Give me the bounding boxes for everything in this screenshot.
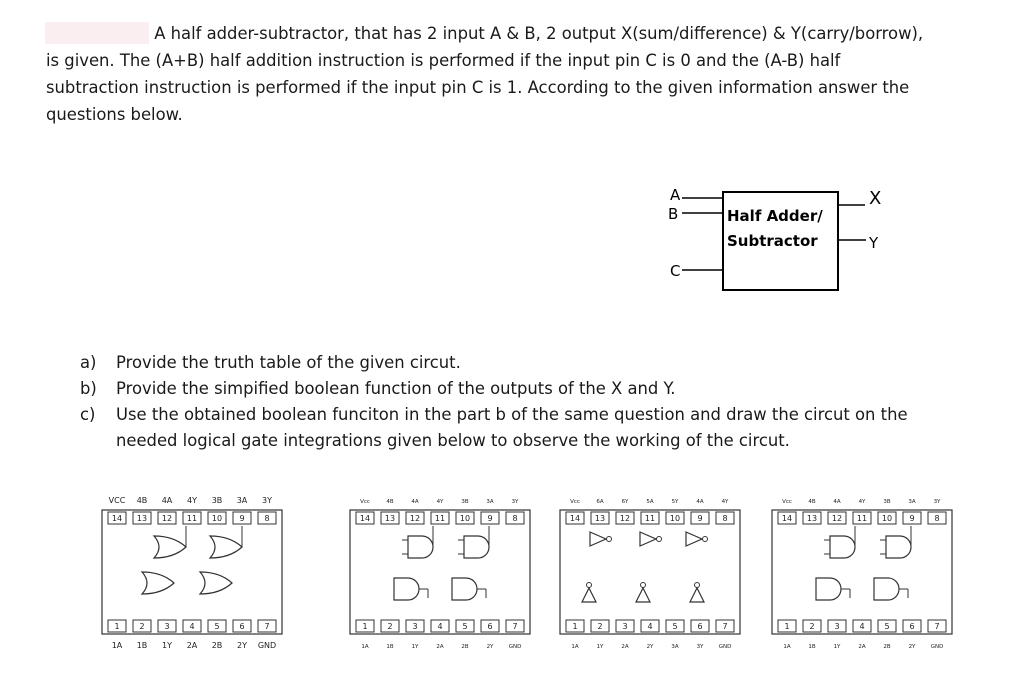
- pin-number: 5: [462, 622, 468, 631]
- pin-function-label: 3A: [671, 644, 679, 650]
- pin-function-label: Vcc: [570, 499, 580, 505]
- pin-function-label: 1Y: [596, 644, 604, 650]
- question-text: Provide the truth table of the given circut.: [116, 353, 461, 372]
- pin-number: 13: [594, 514, 606, 523]
- pin-number: 2: [139, 622, 145, 631]
- question-item: [80, 402, 960, 454]
- pin-number: 5: [214, 622, 220, 631]
- pin-number: 9: [697, 514, 703, 523]
- pin-function-label: Vcc: [360, 499, 370, 505]
- pin-function-label: 4B: [386, 499, 394, 505]
- pin-number: 13: [136, 514, 148, 523]
- pin-number: 10: [881, 514, 893, 523]
- pin-number: 1: [572, 622, 578, 631]
- question-item: [80, 350, 960, 376]
- pin-number: 12: [831, 514, 843, 523]
- half-adder-subtractor-diagram: [660, 180, 900, 300]
- pin-number: 6: [239, 622, 245, 631]
- pin-number: 5: [884, 622, 890, 631]
- question-item: [80, 376, 960, 402]
- pin-function-label: 3Y: [696, 644, 704, 650]
- pin-function-label: GND: [508, 644, 522, 650]
- pin-function-label: 2Y: [237, 641, 247, 650]
- pin-function-label: VCC: [108, 496, 126, 505]
- input-b-label: B: [668, 205, 679, 223]
- pin-function-label: 1Y: [833, 644, 841, 650]
- pin-function-label: 1Y: [411, 644, 419, 650]
- pin-function-label: 2A: [621, 644, 629, 650]
- pin-function-label: 4A: [696, 499, 704, 505]
- pin-function-label: 4Y: [858, 499, 866, 505]
- question-text: Provide the simpified boolean function of the outputs of the X and Y.: [116, 379, 676, 398]
- pin-number: 3: [164, 622, 170, 631]
- ic-chip-svg: [346, 488, 534, 658]
- pin-function-label: 4A: [411, 499, 419, 505]
- pin-function-label: 5Y: [671, 499, 679, 505]
- pin-function-label: 3A: [486, 499, 494, 505]
- pin-function-label: 3B: [211, 496, 223, 505]
- pin-function-label: 4A: [161, 496, 173, 505]
- pin-number: 9: [487, 514, 493, 523]
- question-text: Use the obtained boolean funciton in the part b of the same question and draw the circut on the needed logical gate integrations given below to observe the working of the circut.: [116, 405, 908, 450]
- box-title-line2: Subtractor: [727, 232, 818, 250]
- question-marker: b): [80, 379, 97, 398]
- pin-function-label: 3Y: [262, 496, 272, 505]
- pin-number: 4: [189, 622, 195, 631]
- pin-function-label: 1A: [111, 641, 123, 650]
- pin-function-label: 4B: [808, 499, 816, 505]
- pin-function-label: 2B: [883, 644, 891, 650]
- problem-intro-rest: Y(carry/borrow), is given. The (A+B) half addition instruction is performed if the input pin C is 0 and the (A-B) half subtraction instruction is performed if the input pin C is 1. According to the given information answer the questions below.: [46, 24, 924, 124]
- pin-function-label: 2Y: [486, 644, 494, 650]
- pin-function-label: 1A: [783, 644, 791, 650]
- question-list: [80, 350, 960, 454]
- pin-number: 11: [644, 514, 656, 523]
- pin-function-label: 3B: [461, 499, 469, 505]
- pin-function-label: 4Y: [721, 499, 729, 505]
- pin-number: 12: [619, 514, 631, 523]
- pin-number: 2: [597, 622, 603, 631]
- pin-function-label: 4Y: [187, 496, 197, 505]
- pin-number: 14: [111, 514, 123, 523]
- ic-chip: [556, 488, 744, 662]
- pin-function-label: 1B: [386, 644, 394, 650]
- pin-number: 11: [856, 514, 868, 523]
- pin-function-label: 6A: [596, 499, 604, 505]
- pin-number: 2: [809, 622, 815, 631]
- pin-number: 3: [834, 622, 840, 631]
- chip-body: [350, 510, 530, 634]
- pin-number: 1: [362, 622, 368, 631]
- pin-number: 6: [909, 622, 915, 631]
- pin-number: 11: [434, 514, 446, 523]
- pin-number: 3: [622, 622, 628, 631]
- ic-chip-svg: [556, 488, 744, 658]
- pin-number: 7: [722, 622, 728, 631]
- box-title-line1: Half Adder/: [727, 207, 823, 225]
- problem-intro-line1: A half adder-subtractor, that has 2 input A & B, 2 output X(sum/difference) &: [154, 24, 786, 43]
- pin-function-label: 2A: [858, 644, 866, 650]
- pin-number: 7: [934, 622, 940, 631]
- pin-number: 11: [186, 514, 198, 523]
- pin-function-label: 1A: [361, 644, 369, 650]
- pin-function-label: 3Y: [933, 499, 941, 505]
- pin-number: 12: [409, 514, 421, 523]
- pin-function-label: 4Y: [436, 499, 444, 505]
- pin-function-label: 6Y: [621, 499, 629, 505]
- pin-number: 13: [384, 514, 396, 523]
- input-a-label: A: [670, 186, 681, 204]
- pin-function-label: 3A: [908, 499, 916, 505]
- pin-number: 14: [781, 514, 793, 523]
- pin-number: 8: [934, 514, 940, 523]
- pin-number: 4: [859, 622, 865, 631]
- pin-number: 8: [512, 514, 518, 523]
- ic-chip-svg: [768, 488, 956, 658]
- ic-chip: [346, 488, 534, 662]
- question-marker: c): [80, 405, 96, 424]
- highlight-mark: [45, 22, 149, 44]
- pin-function-label: 1Y: [162, 641, 172, 650]
- pin-function-label: 1A: [571, 644, 579, 650]
- pin-number: 8: [722, 514, 728, 523]
- ic-chip: [768, 488, 956, 662]
- ic-chip-row: [98, 488, 998, 660]
- pin-function-label: 4B: [136, 496, 148, 505]
- pin-number: 4: [647, 622, 653, 631]
- pin-function-label: 2B: [211, 641, 223, 650]
- pin-function-label: 5A: [646, 499, 654, 505]
- input-c-label: C: [670, 262, 681, 280]
- pin-number: 6: [697, 622, 703, 631]
- pin-function-label: GND: [257, 641, 277, 650]
- pin-function-label: 2B: [461, 644, 469, 650]
- chip-body: [772, 510, 952, 634]
- output-x-label: X: [869, 188, 882, 209]
- pin-function-label: 2Y: [646, 644, 654, 650]
- pin-number: 9: [909, 514, 915, 523]
- pin-number: 10: [669, 514, 681, 523]
- question-marker: a): [80, 353, 97, 372]
- pin-number: 2: [387, 622, 393, 631]
- pin-function-label: 1B: [136, 641, 148, 650]
- pin-number: 7: [512, 622, 518, 631]
- pin-number: 13: [806, 514, 818, 523]
- pin-function-label: 3A: [236, 496, 248, 505]
- ic-chip-svg: [98, 488, 286, 658]
- pin-number: 12: [161, 514, 173, 523]
- pin-number: 10: [459, 514, 471, 523]
- pin-number: 1: [114, 622, 120, 631]
- pin-number: 14: [359, 514, 371, 523]
- pin-function-label: GND: [718, 644, 732, 650]
- pin-number: 6: [487, 622, 493, 631]
- problem-statement: [46, 20, 926, 128]
- pin-function-label: Vcc: [782, 499, 792, 505]
- pin-function-label: 3B: [883, 499, 891, 505]
- pin-function-label: 2Y: [908, 644, 916, 650]
- pin-number: 5: [672, 622, 678, 631]
- chip-body: [102, 510, 282, 634]
- pin-function-label: 2A: [186, 641, 198, 650]
- pin-number: 4: [437, 622, 443, 631]
- pin-function-label: 1B: [808, 644, 816, 650]
- pin-function-label: 4A: [833, 499, 841, 505]
- pin-number: 7: [264, 622, 270, 631]
- output-y-label: Y: [869, 234, 879, 252]
- chip-body: [560, 510, 740, 634]
- pin-number: 8: [264, 514, 270, 523]
- pin-number: 3: [412, 622, 418, 631]
- pin-number: 14: [569, 514, 581, 523]
- pin-number: 10: [211, 514, 223, 523]
- ic-chip: [98, 488, 286, 662]
- pin-function-label: 3Y: [511, 499, 519, 505]
- pin-number: 9: [239, 514, 245, 523]
- pin-function-label: 2A: [436, 644, 444, 650]
- pin-number: 1: [784, 622, 790, 631]
- pin-function-label: GND: [930, 644, 944, 650]
